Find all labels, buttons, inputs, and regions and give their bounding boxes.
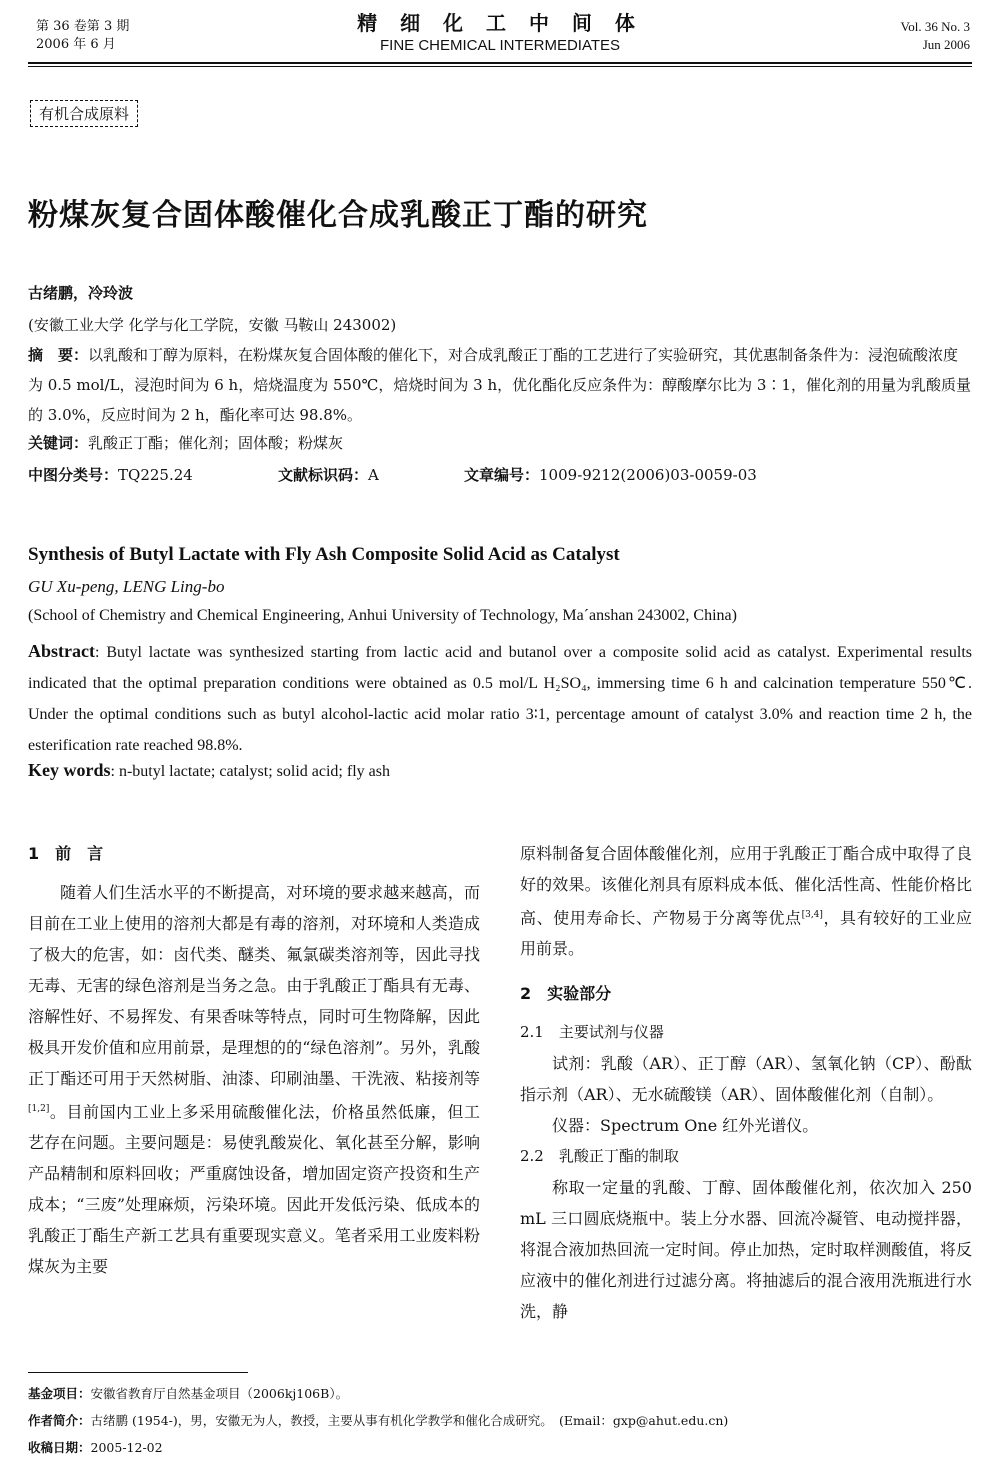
intro-paragraph: 随着人们生活水平的不断提高，对环境的要求越来越高，而目前在工业上使用的溶剂大都是有毒的溶剂，对环境和人类造成了极大的危害，如：卤代类、醚类、氟氯碳类溶剂等，因此寻找无毒、无害的绿色溶剂是当务之急。由于乳酸正丁酯具有无毒、溶解性好、不易挥发、有果香味等特点，同时可生物降解，因此极具开发价值和应用前景，是理想的的“绿色溶剂”。另外，乳酸正丁酯还可用于天然树脂、油漆、印刷油墨、干洗液、粘接剂等[1,2]。目前国内工业上多采用硫酸催化法，价格虽然低廉，但工艺存在问题。主要问题是：易使乳酸炭化、氧化甚至分解，影响产品精制和原料回收；严重腐蚀设备，增加固定资产投资和生产成本；“三废”处理麻烦，污染环境。因此开发低污染、低成本的乳酸正丁酯生产新工艺具有重要现实意义。笔者采用工业废料粉煤灰为主要 <box>28 883 480 1277</box>
doc-code: 文献标识码：A <box>278 466 379 484</box>
journal-name-cn: 精 细 化 工 中 间 体 <box>357 11 643 35</box>
footnote-rule <box>28 1372 248 1373</box>
abstract-cn <box>28 340 972 430</box>
footnote-received: 收稿日期：2005-12-02 <box>28 1440 163 1455</box>
footnote-fund: 基金项目：安徽省教育厅自然基金项目（2006kj106B）。 <box>28 1386 349 1401</box>
header-volume-cn <box>36 18 129 54</box>
english-abstract-label: Abstract <box>28 641 95 661</box>
authors-cn: 古绪鹏，冷玲波 <box>28 284 134 302</box>
header-rule-thin <box>28 66 972 67</box>
classification-row <box>28 464 972 485</box>
date-cn: 2006 年 6 月 <box>36 37 116 52</box>
journal-name-en: FINE CHEMICAL INTERMEDIATES <box>379 37 621 54</box>
english-authors: GU Xu-peng, LENG Ling-bo <box>28 577 225 596</box>
heading-preparation: 2.2 乳酸正丁酯的制取 <box>520 1147 679 1166</box>
body-left-column <box>28 838 480 1282</box>
volume-en: Vol. 36 No. 3 <box>900 19 970 34</box>
journal-title <box>300 10 700 56</box>
english-abstract <box>28 636 972 761</box>
keywords-cn <box>28 432 343 453</box>
english-keywords-label: Key words <box>28 760 111 780</box>
english-affiliation: (School of Chemistry and Chemical Engineering, Anhui University of Technology, Ma´anshan 243002, China) <box>28 607 737 624</box>
heading-reagents: 2.1 主要试剂与仪器 <box>520 1023 664 1042</box>
abstract-cn-text: 以乳酸和丁醇为原料，在粉煤灰复合固体酸的催化下，对合成乳酸正丁酯的工艺进行了实验研究，其优惠制备条件为：浸泡硫酸浓度为 0.5 mol/L，浸泡时间为 6 h，焙烧温度为 550℃，焙烧时间为 3 h，优化酯化反应条件为：醇酸摩尔比为 3∶1，催化剂的用量为乳酸质量的 3.0%，反应时间为 2 h，酯化率可达 98.8%。 <box>28 346 971 424</box>
section-tag: 有机合成原料 <box>30 100 138 127</box>
english-title: Synthesis of Butyl Lactate with Fly Ash Composite Solid Acid as Catalyst <box>28 544 620 565</box>
heading-experimental: 2 实验部分 <box>520 984 612 1004</box>
intro-continued: 原料制备复合固体酸催化剂，应用于乳酸正丁酯合成中取得了良好的效果。该催化剂具有原料成本低、催化活性高、性能价格比高、使用寿命长、产物易于分离等优点[3,4]，具有较好的工业应用前景。 <box>520 844 972 959</box>
volume-cn: 第 36 卷第 3 期 <box>36 19 130 34</box>
body-right-column <box>520 838 972 1327</box>
reagents-paragraph: 试剂：乳酸（AR）、正丁醇（AR）、氢氧化钠（CP）、酚酞指示剂（AR）、无水硫酸镁（AR）、固体酸催化剂（自制）。 <box>520 1054 972 1105</box>
preparation-paragraph: 称取一定量的乳酸、丁醇、固体酸催化剂，依次加入 250 mL 三口圆底烧瓶中。装上分水器、回流冷凝管、电动搅拌器，将混合液加热回流一定时间。停止加热，定时取样测酸值，将反应液中的催化剂进行过滤分离。将抽滤后的混合液用洗瓶进行水洗，静 <box>520 1178 972 1322</box>
footnotes <box>28 1380 728 1461</box>
instrument-paragraph: 仪器：Spectrum One 红外光谱仪。 <box>552 1116 819 1136</box>
header-volume-en <box>901 18 970 54</box>
english-keywords-text: : n-butyl lactate; catalyst; solid acid; fly ash <box>110 763 390 780</box>
article-number: 文章编号：1009-9212(2006)03-0059-03 <box>464 466 757 484</box>
clc-number: 中图分类号：TQ225.24 <box>28 466 193 484</box>
ref-1-2: [1,2] <box>28 1104 50 1114</box>
english-abstract-text: : Butyl lactate was synthesized starting from lactic acid and butanol over a composite solid acid as catalyst. Experimental results indicated that the optimal preparation conditions were obtained as 0.5 mol/L H₂SO₄, immersing time 6 h and calcination temperature 550℃. Under the optimal conditions such as butyl alcohol-lactic acid molar ratio 3∶1, percentage amount of catalyst 3.0% and reaction time 2 h, the esterification rate reached 98.8%. <box>28 644 972 754</box>
date-en: Jun 2006 <box>922 37 970 52</box>
keywords-cn-label: 关键词： <box>28 434 89 452</box>
english-keywords <box>28 760 390 781</box>
header-rule-thick <box>28 62 972 64</box>
abstract-cn-label: 摘 要： <box>28 346 89 364</box>
keywords-cn-text: 乳酸正丁酯；催化剂；固体酸；粉煤灰 <box>88 434 344 452</box>
paper-title: 粉煤灰复合固体酸催化合成乳酸正丁酯的研究 <box>28 198 648 233</box>
ref-3-4: [3,4] <box>801 910 823 920</box>
affiliation-cn: (安徽工业大学 化学与化工学院，安徽 马鞍山 243002) <box>28 316 397 334</box>
heading-introduction: 1 前 言 <box>28 844 104 863</box>
footnote-author: 作者简介：古绪鹏 (1954-)，男，安徽无为人，教授，主要从事有机化学教学和催化合成研究。 (Email：gxp@ahut.edu.cn) <box>28 1413 729 1428</box>
